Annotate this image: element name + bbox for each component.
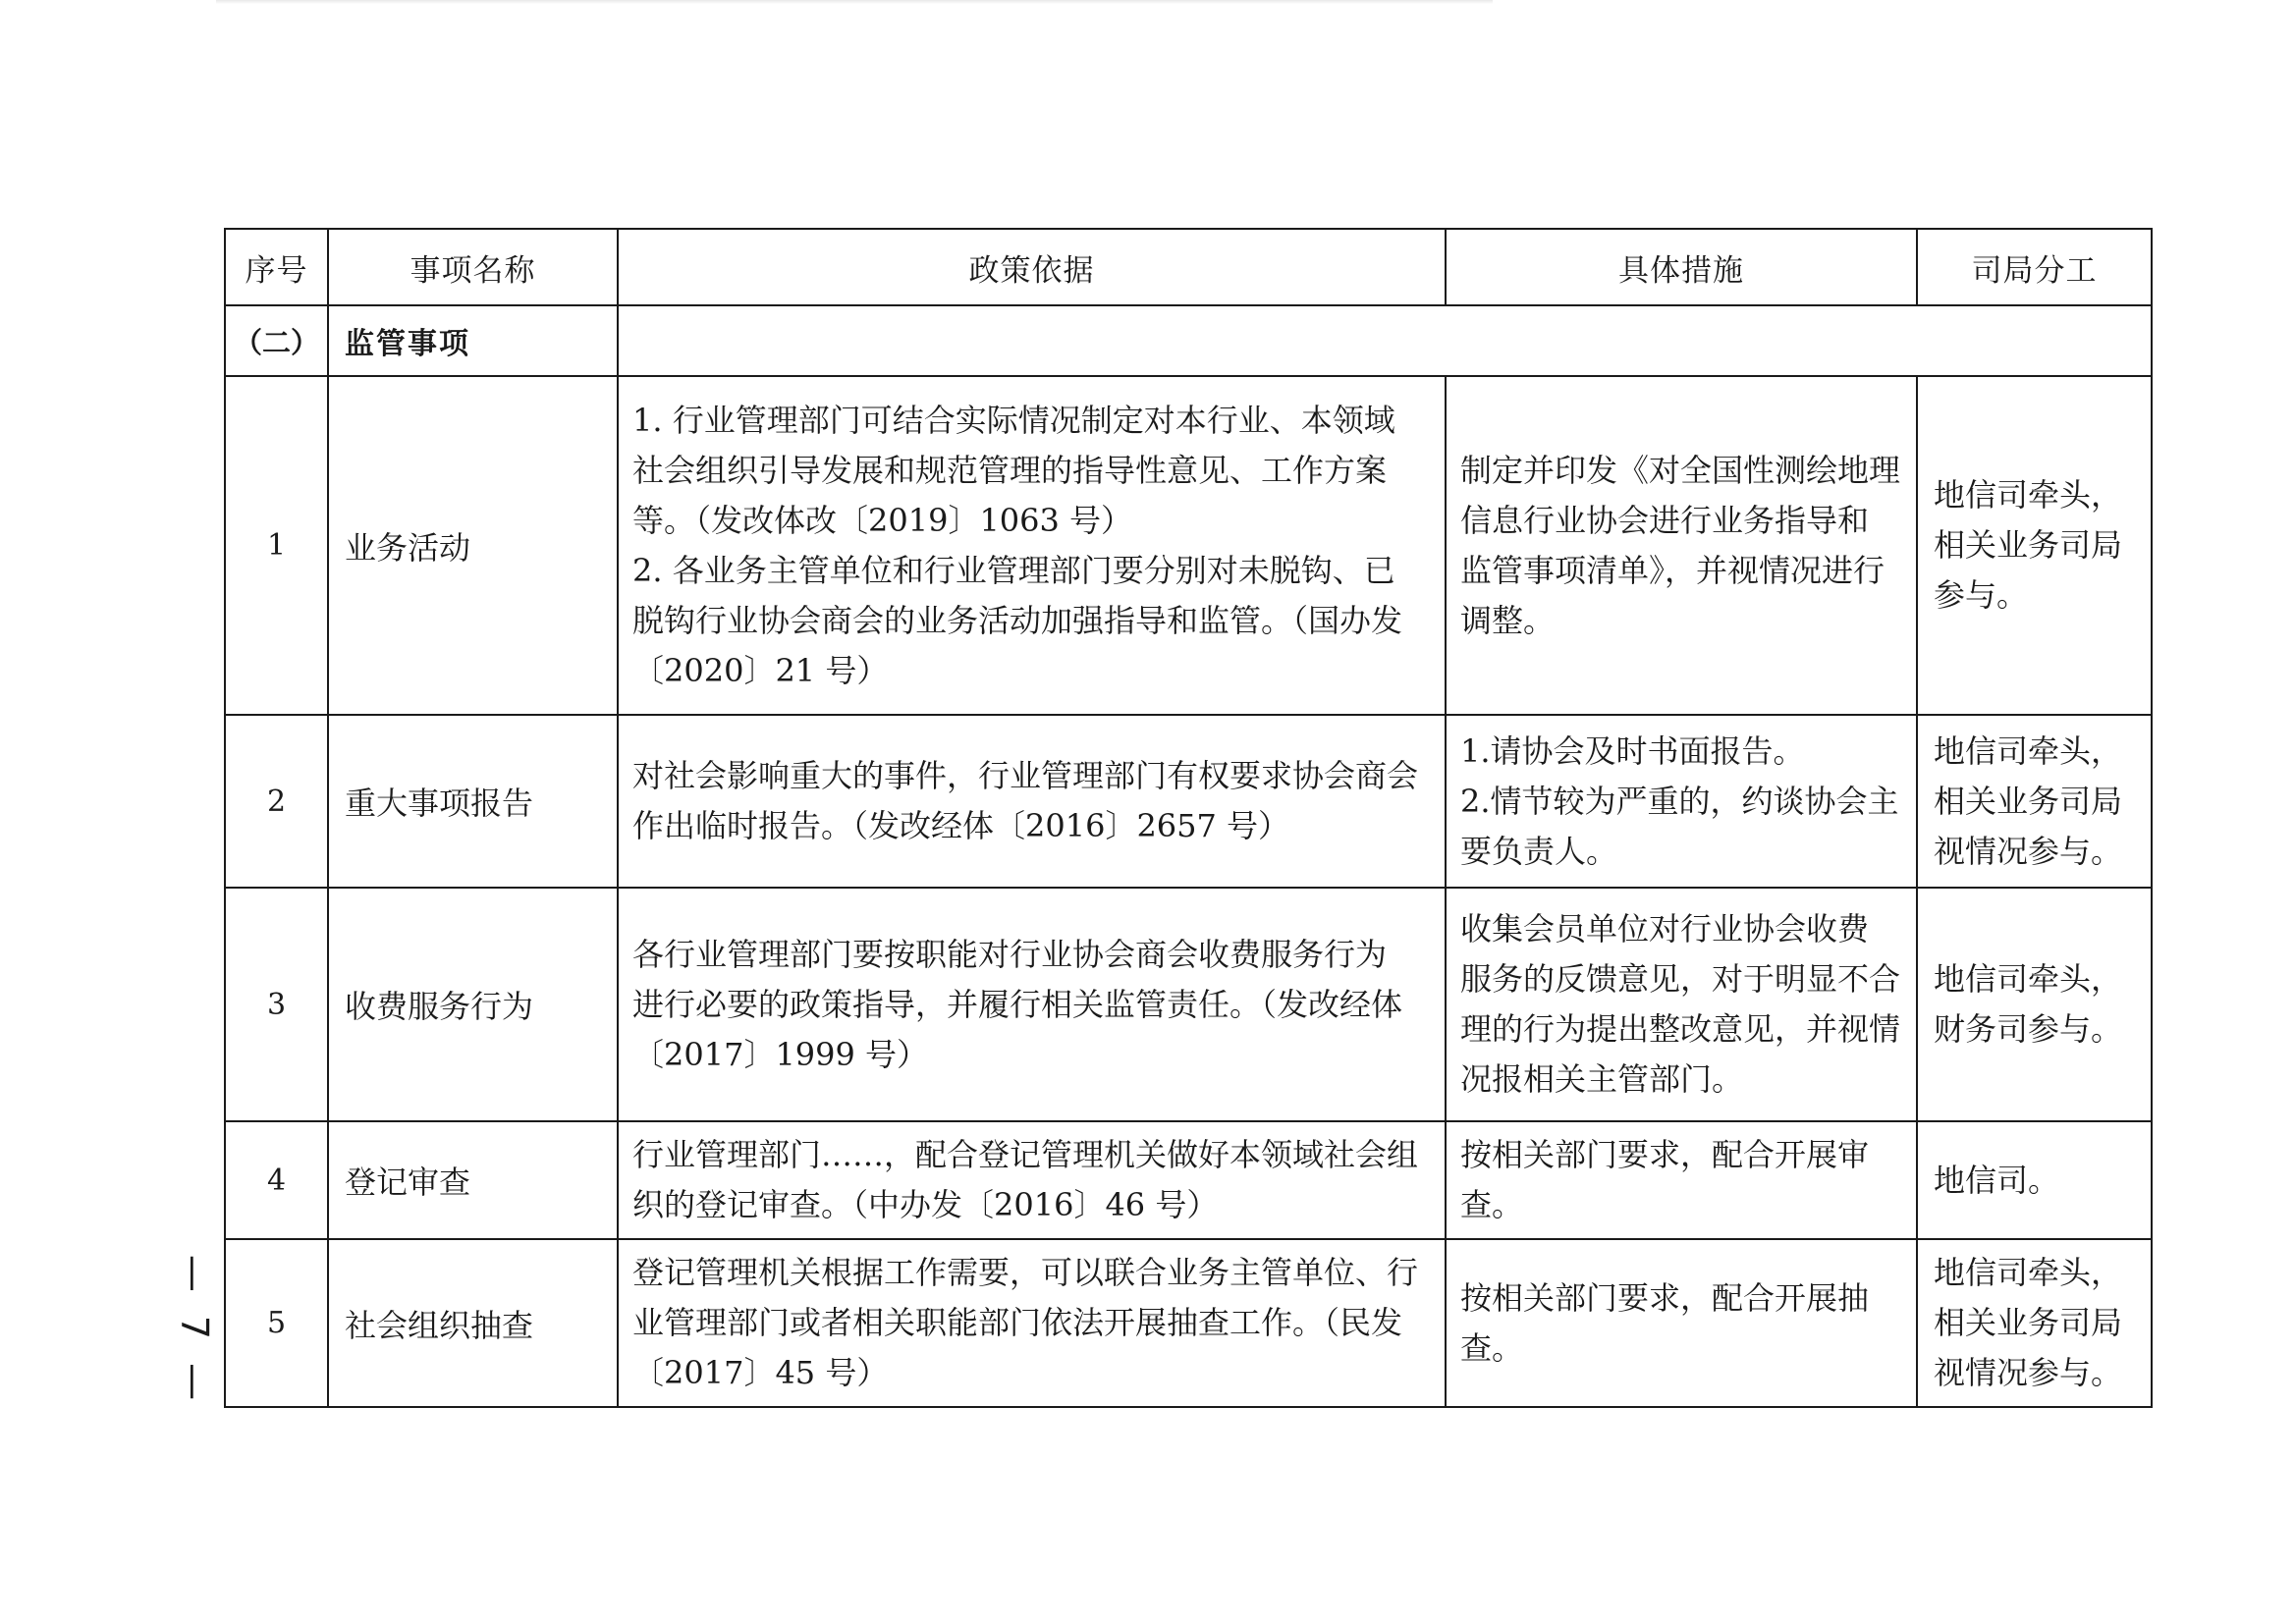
- row-measures-line: 查。: [1460, 1328, 1524, 1367]
- row-item-name: 社会组织抽查: [328, 1239, 618, 1407]
- row-division-line: 视情况参与。: [1934, 1354, 2123, 1391]
- row-division-line: 相关业务司局: [1934, 1304, 2123, 1341]
- table-body: [225, 376, 2152, 1407]
- row-policy-basis-line: 1. 行业管理部门可结合实际情况制定对本行业、本领域: [632, 401, 1395, 439]
- row-measures-line: 按相关部门要求，配合开展审: [1460, 1136, 1870, 1173]
- row-measures-line: 按相关部门要求，配合开展抽: [1460, 1278, 1870, 1317]
- section-row: [225, 305, 2152, 376]
- table-row: [225, 376, 2152, 715]
- page-number-text: — 7 —: [173, 1254, 216, 1407]
- row-measures-line: 查。: [1460, 1186, 1524, 1223]
- row-item-name: 业务活动: [328, 376, 618, 715]
- row-number: 1: [225, 376, 328, 715]
- row-division-line: 参与。: [1934, 576, 2029, 614]
- row-policy-basis-line: 脱钩行业协会商会的业务活动加强指导和监管。（国办发: [632, 601, 1403, 639]
- row-measures-line: 1.请协会及时书面报告。: [1460, 731, 1805, 770]
- row-policy-basis-line: 〔2020〕21 号）: [632, 651, 889, 689]
- page-number: [173, 1247, 216, 1414]
- row-measures-line: 况报相关主管部门。: [1460, 1060, 1744, 1098]
- row-division-line: 地信司牵头，: [1934, 476, 2123, 514]
- row-measures-line: 服务的反馈意见，对于明显不合: [1460, 960, 1901, 998]
- row-division-line: 地信司牵头，: [1934, 1254, 2123, 1291]
- row-measures: [1446, 888, 1917, 1121]
- row-policy-basis-line: 各行业管理部门要按职能对行业协会商会收费服务行为: [632, 935, 1388, 973]
- section-blank: [618, 305, 2152, 376]
- row-division: [1917, 715, 2152, 888]
- row-division: [1917, 888, 2152, 1121]
- row-policy-basis-line: 进行必要的政策指导，并履行相关监管责任。（发改经体: [632, 985, 1403, 1023]
- table-row: [225, 715, 2152, 888]
- header-measures: 具体措施: [1446, 229, 1917, 305]
- row-number: 4: [225, 1121, 328, 1239]
- row-policy-basis-line: 织的登记审查。（中办发〔2016〕46 号）: [632, 1186, 1219, 1223]
- row-measures: [1446, 1239, 1917, 1407]
- row-measures: [1446, 1121, 1917, 1239]
- row-measures-line: 要负责人。: [1460, 832, 1618, 870]
- row-division-line: 地信司牵头，: [1934, 960, 2123, 998]
- row-measures: [1446, 376, 1917, 715]
- row-item-name: 重大事项报告: [328, 715, 618, 888]
- row-policy-basis-line: 行业管理部门……，配合登记管理机关做好本领域社会组: [632, 1136, 1419, 1173]
- row-policy-basis-line: 等。（发改体改〔2019〕1063 号）: [632, 501, 1133, 539]
- row-measures-line: 信息行业协会进行业务指导和: [1460, 501, 1870, 539]
- row-policy-basis-line: 2. 各业务主管单位和行业管理部门要分别对未脱钩、已: [632, 551, 1395, 589]
- row-policy-basis: [618, 1239, 1446, 1407]
- row-measures: [1446, 715, 1917, 888]
- header-division: 司局分工: [1917, 229, 2152, 305]
- row-policy-basis: [618, 1121, 1446, 1239]
- header-seq: 序号: [225, 229, 328, 305]
- row-division-line: 地信司。: [1934, 1161, 2060, 1199]
- row-measures-line: 理的行为提出整改意见，并视情: [1460, 1010, 1901, 1048]
- row-division-line: 相关业务司局: [1934, 782, 2123, 820]
- header-name: 事项名称: [328, 229, 618, 305]
- row-measures-line: 2.情节较为严重的，约谈协会主: [1460, 782, 1899, 820]
- row-division-line: 财务司参与。: [1934, 1010, 2123, 1048]
- table-row: [225, 1121, 2152, 1239]
- row-policy-basis-line: 作出临时报告。（发改经体〔2016〕2657 号）: [632, 807, 1290, 844]
- table-row: [225, 1239, 2152, 1407]
- row-policy-basis: [618, 715, 1446, 888]
- row-policy-basis-line: 〔2017〕1999 号）: [632, 1035, 929, 1073]
- row-division-line: 视情况参与。: [1934, 832, 2123, 870]
- table-header-row: [225, 229, 2152, 305]
- row-item-name: 收费服务行为: [328, 888, 618, 1121]
- row-division-line: 相关业务司局: [1934, 526, 2123, 564]
- row-policy-basis: [618, 888, 1446, 1121]
- section-seq: （二）: [225, 305, 328, 376]
- row-number: 3: [225, 888, 328, 1121]
- row-policy-basis-line: 登记管理机关根据工作需要，可以联合业务主管单位、行: [632, 1254, 1419, 1291]
- row-number: 5: [225, 1239, 328, 1407]
- row-division: [1917, 1239, 2152, 1407]
- row-division-line: 地信司牵头，: [1934, 731, 2123, 770]
- row-policy-basis-line: 〔2017〕45 号）: [632, 1354, 889, 1391]
- row-item-name: 登记审查: [328, 1121, 618, 1239]
- table-row: [225, 888, 2152, 1121]
- row-policy-basis-line: 业管理部门或者相关职能部门依法开展抽查工作。（民发: [632, 1304, 1403, 1341]
- row-policy-basis-line: 社会组织引导发展和规范管理的指导性意见、工作方案: [632, 451, 1388, 489]
- header-basis: 政策依据: [618, 229, 1446, 305]
- row-measures-line: 调整。: [1460, 601, 1556, 639]
- supervision-table: [224, 228, 2153, 1408]
- section-title: 监管事项: [328, 305, 618, 376]
- scan-edge: [216, 0, 1493, 4]
- row-measures-line: 监管事项清单》，并视情况进行: [1460, 551, 1885, 589]
- row-measures-line: 制定并印发《对全国性测绘地理: [1460, 451, 1901, 489]
- row-division: [1917, 376, 2152, 715]
- row-policy-basis: [618, 376, 1446, 715]
- row-number: 2: [225, 715, 328, 888]
- row-division: [1917, 1121, 2152, 1239]
- row-measures-line: 收集会员单位对行业协会收费: [1460, 910, 1870, 947]
- row-policy-basis-line: 对社会影响重大的事件，行业管理部门有权要求协会商会: [632, 757, 1419, 794]
